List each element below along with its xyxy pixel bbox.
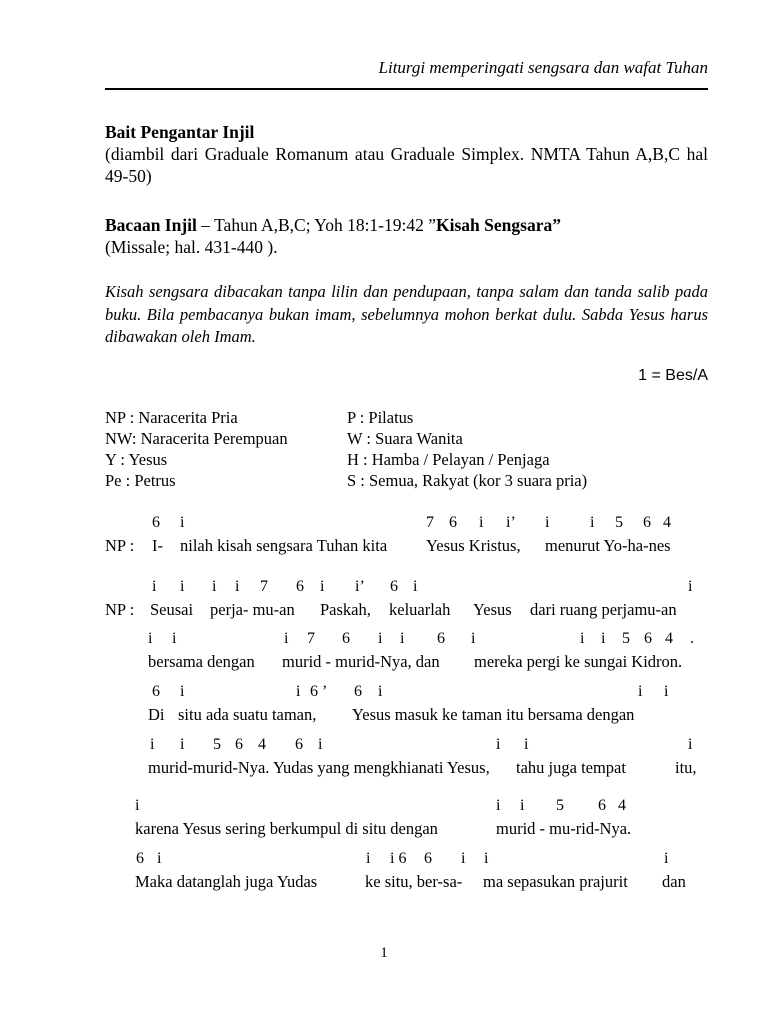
running-header: Liturgi memperingati sengsara dan wafat Tuhan [378, 58, 708, 77]
note: 6 [136, 850, 144, 867]
note: i [180, 736, 185, 753]
note: 6 [295, 736, 303, 753]
rubric: Kisah sengsara dibacakan tanpa lilin dan pendupaan, tanpa salam dan tanda salib pada buku. Bila pembacanya bukan imam, sebelumnya mohon berkat dulu. Sabda Yesus harus dibawakan oleh Imam. [105, 282, 708, 346]
note: i [180, 578, 185, 595]
note: i [318, 736, 323, 753]
bait-text: (diambil dari Graduale Romanum atau Graduale Simplex. NMTA Tahun A,B,C hal 49-50) [105, 144, 708, 186]
lyric: Maka datanglah juga Yudas [135, 872, 318, 891]
note: i [520, 797, 525, 814]
lyric: murid - mu-rid-Nya. [496, 819, 632, 838]
note: i [148, 630, 153, 647]
lyric: Yesus masuk ke taman itu bersama dengan [352, 705, 635, 724]
note: i [580, 630, 585, 647]
note: 4 [258, 736, 266, 753]
note: i [180, 514, 185, 531]
note: 4 [663, 514, 671, 531]
note: i [320, 578, 325, 595]
page-number: 1 [380, 945, 388, 961]
role-label-np: NP : [105, 536, 135, 555]
header-rule [105, 88, 708, 90]
lyric: Paskah, [320, 600, 371, 619]
note: i [413, 578, 418, 595]
bacaan-title: Bacaan Injil [105, 215, 197, 235]
note: 6 [437, 630, 445, 647]
lyric: bersama dengan [148, 652, 255, 671]
note: 6 [354, 683, 362, 700]
bait-section [105, 121, 708, 187]
role-label-np: NP : [105, 600, 135, 619]
lyric: dari ruang perjamu-an [530, 600, 677, 619]
note: i [180, 683, 185, 700]
lyric: situ ada suatu taman, [178, 705, 317, 724]
note: i [157, 850, 162, 867]
lyric: ke situ, ber-sa- [365, 872, 463, 891]
lyric: nilah kisah sengsara Tuhan kita [180, 536, 388, 555]
note: i [152, 578, 157, 595]
note: 5 [622, 630, 630, 647]
note: 4 [618, 797, 626, 814]
note: 6 [424, 850, 432, 867]
note: 6 [449, 514, 457, 531]
note: i [135, 797, 140, 814]
note: 6 [296, 578, 304, 595]
note: i’ [506, 514, 516, 531]
lyric: Yesus [473, 600, 512, 619]
note: 6 ’ [310, 683, 328, 700]
legend-item: P : Pilatus [347, 408, 414, 427]
note: 7 [307, 630, 315, 647]
note: . [690, 630, 694, 647]
note: i [664, 683, 669, 700]
note: i [378, 683, 383, 700]
lyric: murid-murid-Nya. Yudas yang mengkhianati Yesus, [148, 758, 490, 777]
note: i’ [355, 578, 365, 595]
lyric: I- [152, 536, 163, 555]
note: i [378, 630, 383, 647]
lyric: itu, [675, 758, 697, 777]
lyric: dan [662, 872, 686, 891]
legend-item: Y : Yesus [105, 450, 168, 469]
lyric: perja- mu-an [210, 600, 295, 619]
legend-right [347, 407, 587, 491]
bacaan-heading [105, 214, 708, 236]
note: i 6 [390, 850, 407, 867]
lyric: keluarlah [389, 600, 451, 619]
note: 6 [643, 514, 651, 531]
note: i [638, 683, 643, 700]
note: 7 [426, 514, 434, 531]
note: i [172, 630, 177, 647]
note: 5 [213, 736, 221, 753]
note: i [296, 683, 301, 700]
note: i [471, 630, 476, 647]
legend-item: H : Hamba / Pelayan / Penjaga [347, 450, 550, 469]
note: i [524, 736, 529, 753]
lyric: menurut Yo-ha-nes [545, 536, 671, 555]
note: 5 [556, 797, 564, 814]
legend-item: S : Semua, Rakyat (kor 3 suara pria) [347, 471, 588, 490]
legend-item: NW: Naracerita Perempuan [105, 429, 288, 448]
note: i [212, 578, 217, 595]
note: i [150, 736, 155, 753]
lyric: tahu juga tempat [516, 758, 626, 777]
lyric: karena Yesus sering berkumpul di situ dengan [135, 819, 438, 838]
note: i [484, 850, 489, 867]
note: i [601, 630, 606, 647]
bacaan-ref: – Tahun A,B,C; Yoh 18:1-19:42 ” [196, 215, 437, 235]
note: i [235, 578, 240, 595]
legend-left [105, 407, 288, 491]
note: i [688, 578, 693, 595]
note: 6 [598, 797, 606, 814]
note: i [688, 736, 693, 753]
bait-title: Bait Pengantar Injil [105, 122, 255, 142]
note: 6 [152, 514, 160, 531]
bacaan-section [105, 214, 708, 258]
note: 4 [665, 630, 673, 647]
note: 6 [342, 630, 350, 647]
note: i [479, 514, 484, 531]
lyric: mereka pergi ke sungai Kidron. [474, 652, 683, 671]
legend-item: W : Suara Wanita [347, 429, 463, 448]
note: i [496, 736, 501, 753]
note: i [590, 514, 595, 531]
lyric: Di [148, 705, 165, 724]
note: i [664, 850, 669, 867]
legend-item: NP : Naracerita Pria [105, 408, 238, 427]
note: i [461, 850, 466, 867]
note: i [496, 797, 501, 814]
legend-item: Pe : Petrus [105, 471, 176, 490]
note: i [400, 630, 405, 647]
lyric: Seusai [150, 600, 194, 619]
lyric: ma sepasukan prajurit [483, 872, 628, 891]
note: i [545, 514, 550, 531]
note: 6 [644, 630, 652, 647]
lyric: murid - murid-Nya, dan [282, 652, 440, 671]
bacaan-kisah: Kisah Sengsara” [436, 215, 561, 235]
bacaan-missale: (Missale; hal. 431-440 ). [105, 237, 278, 257]
note: 5 [615, 514, 623, 531]
note: i [284, 630, 289, 647]
note: 6 [390, 578, 398, 595]
lyric: Yesus Kristus, [426, 536, 521, 555]
note: 6 [152, 683, 160, 700]
key-signature: 1 = Bes/A [638, 367, 708, 384]
note: 6 [235, 736, 243, 753]
note: 7 [260, 578, 268, 595]
note: i [366, 850, 371, 867]
